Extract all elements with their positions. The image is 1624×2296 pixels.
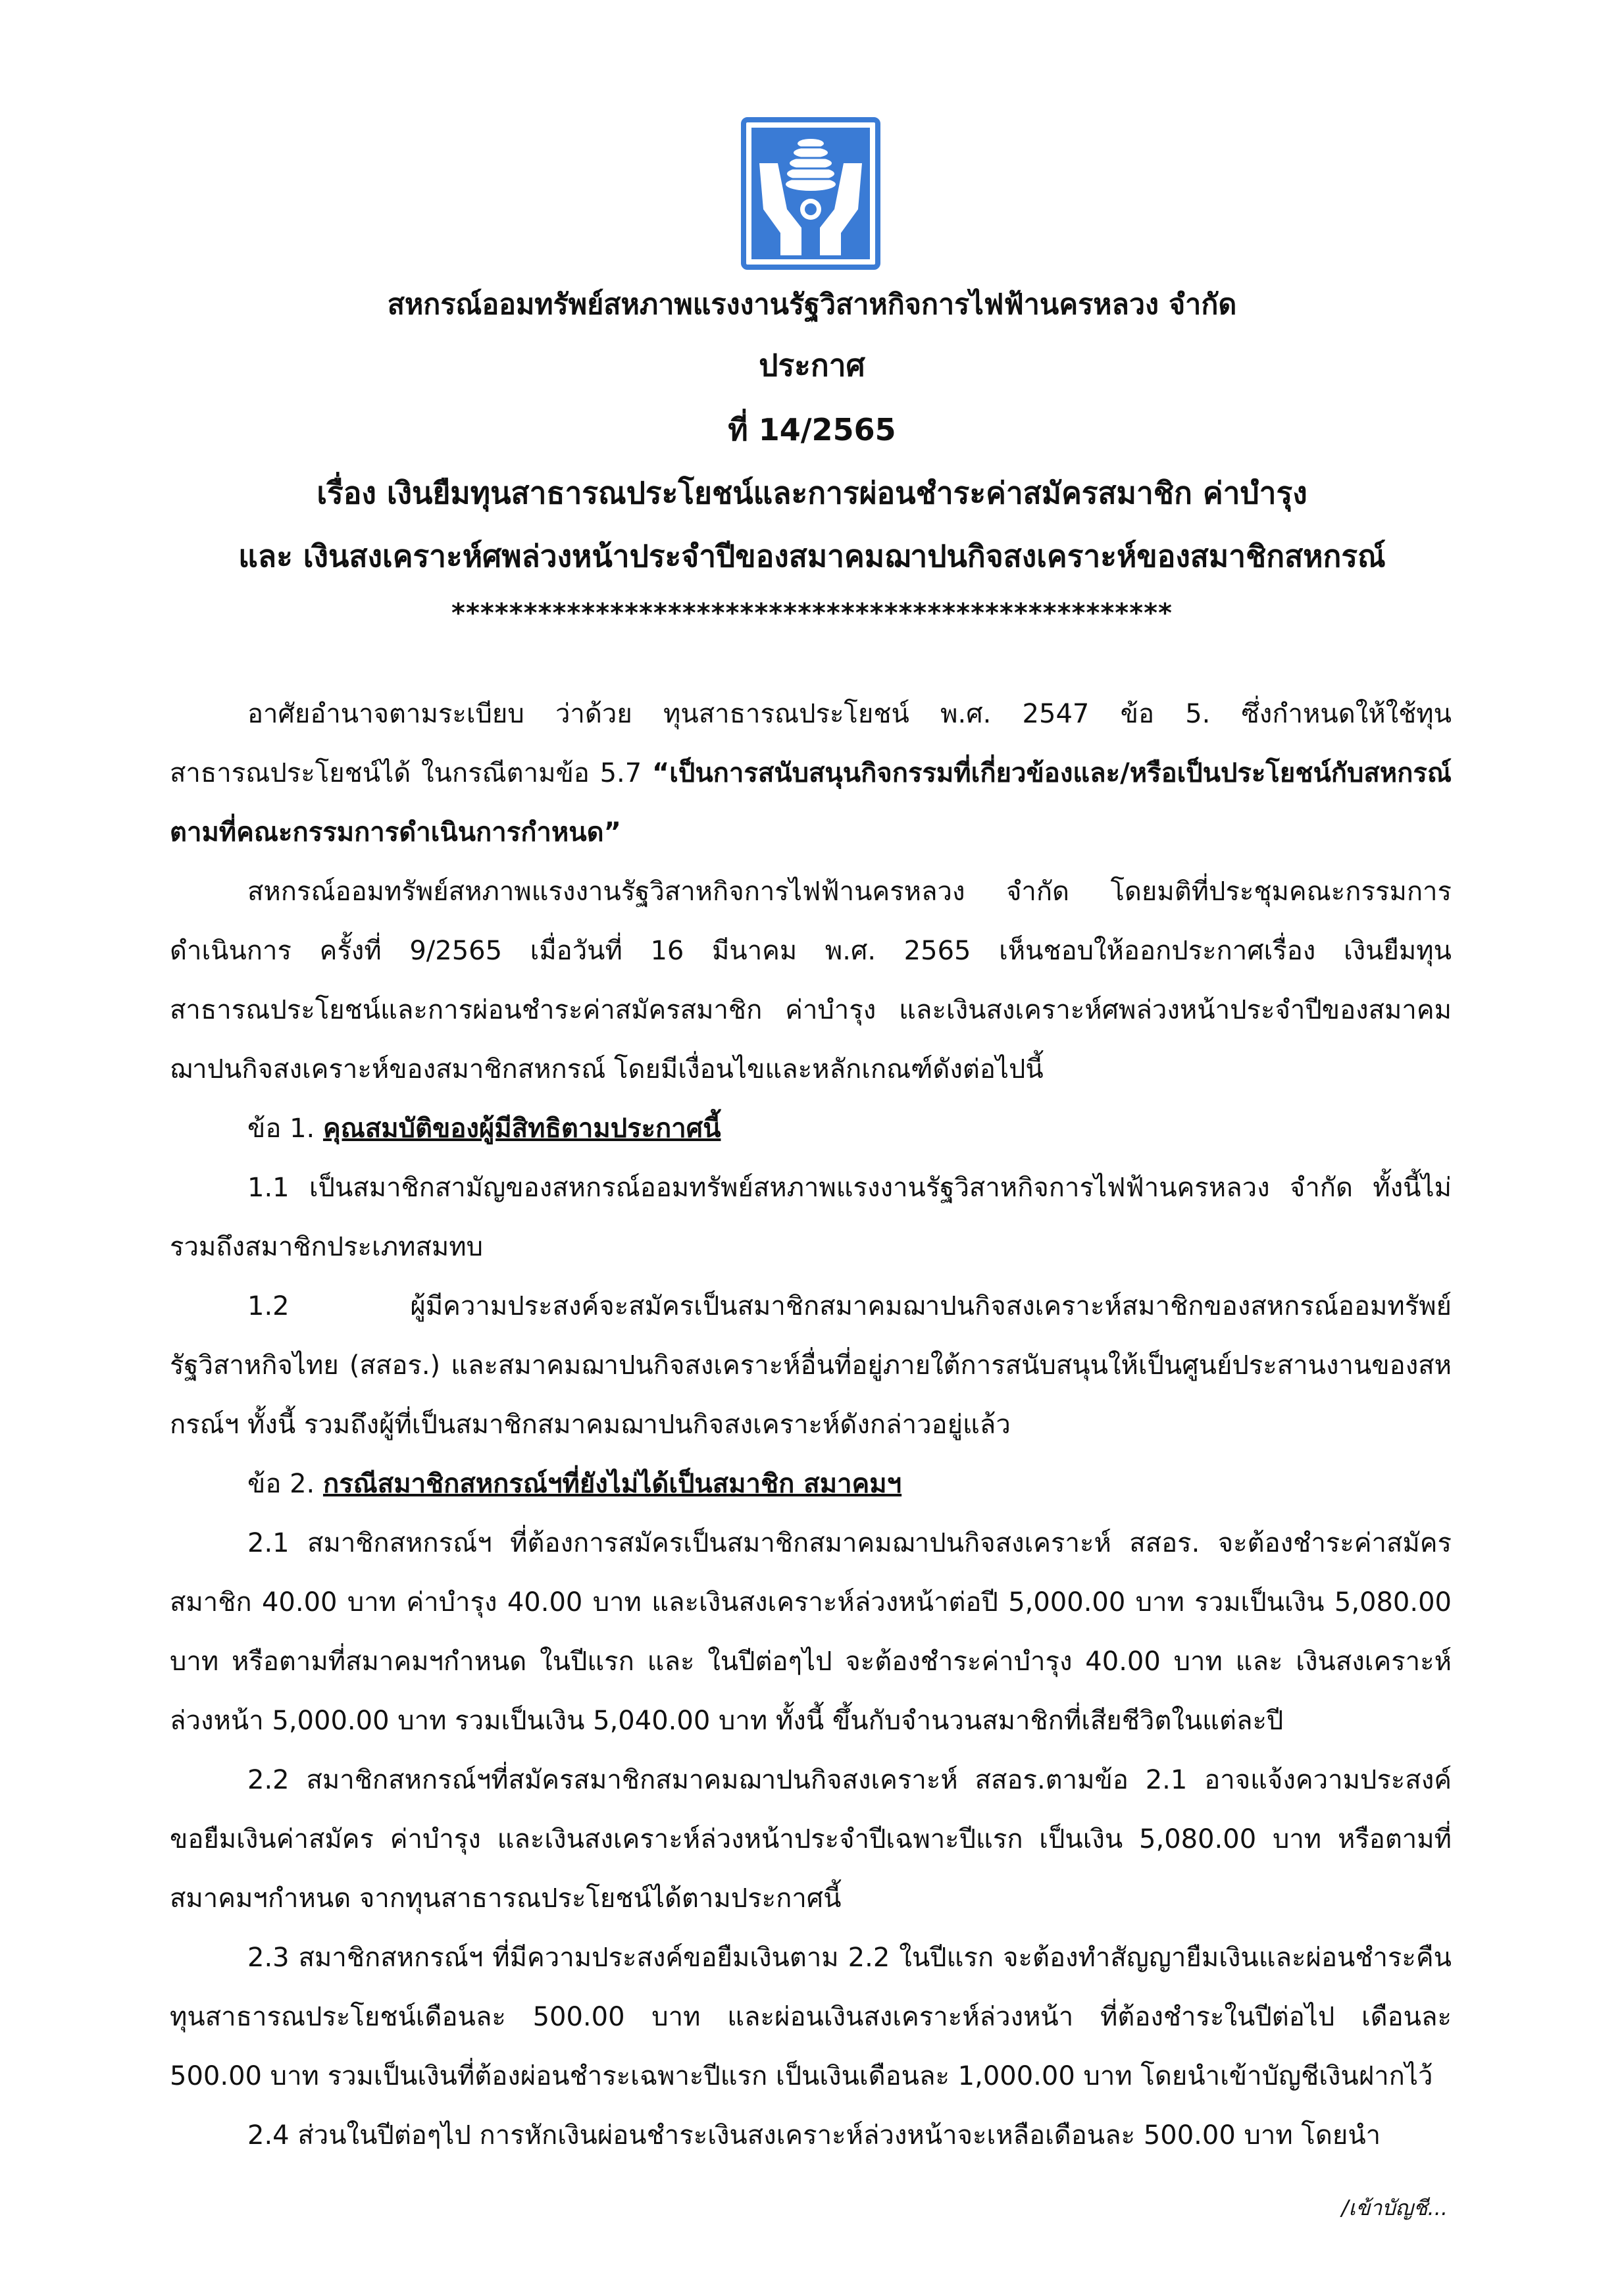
subject-line-1: เรื่อง เงินยืมทุนสาธารณประโยชน์และการผ่อนชำระค่าสมัครสมาชิก ค่าบำรุง [317,475,1307,511]
continuation-note: /เข้าบัญชี... [1341,2195,1448,2220]
clause-2-4: 2.4 ส่วนในปีต่อๆไป การหักเงินผ่อนชำระเงินสงเคราะห์ล่วงหน้าจะเหลือเดือนละ 500.00 บาท โดยนำ [247,2120,1381,2151]
clause-1-2: 1.2 ผู้มีความประสงค์จะสมัครเป็นสมาชิกสมาคมฌาปนกิจสงเคราะห์สมาชิกของสหกรณ์ออมทรัพย์รัฐวิสาหกิจไทย (สสอร.) และสมาคมฌาปนกิจสงเคราะห์อื่นที่อยู่ภายใต้การสนับสนุนให้เป็นศูนย์ประสานงานของสหกรณ์ฯ ทั้งนี้ รวมถึงผู้ที่เป็นสมาชิกสมาคมฌาปนกิจสงเคราะห์ดังกล่าวอยู่แล้ว [170,1291,1452,1440]
section-1-heading [170,1099,1452,1158]
section-1-title: คุณสมบัติของผู้มีสิทธิตามประกาศนี้ [322,1113,721,1144]
announcement-number: ที่ 14/2565 [728,412,896,447]
clause-1-1: 1.1 เป็นสมาชิกสามัญของสหกรณ์ออมทรัพย์สหภาพแรงงานรัฐวิสาหกิจการไฟฟ้านครหลวง จำกัด ทั้งนี้ไม่รวมถึงสมาชิกประเภทสมทบ [170,1173,1452,1262]
section-2-prefix: ข้อ 2. [247,1469,323,1499]
authority-text: อาศัยอำนาจตามระเบียบ ว่าด้วย ทุนสาธารณประโยชน์ พ.ศ. 2547 ข้อ 5. ซึ่งกำหนดให้ใช้ทุนสาธารณประโยชน์ได้ ในกรณีตามข้อ 5.7 [170,699,1452,788]
clause-2-2: 2.2 สมาชิกสหกรณ์ฯที่สมัครสมาชิกสมาคมฌาปนกิจสงเคราะห์ สสอร.ตามข้อ 2.1 อาจแจ้งความประสงค์ขอยืมเงินค่าสมัคร ค่าบำรุง และเงินสงเคราะห์ล่วงหน้าประจำปีเฉพาะปีแรก เป็นเงิน 5,080.00 บาท หรือตามที่สมาคมฯกำหนด จากทุนสาธารณประโยชน์ได้ตามประกาศนี้ [170,1765,1452,1914]
authority-quote: “เป็นการสนับสนุนกิจกรรมที่เกี่ยวข้องและ/หรือเป็นประโยชน์กับสหกรณ์ตามที่คณะกรรมการดำเนินการกำหนด” [170,758,1452,848]
organization-name: สหกรณ์ออมทรัพย์สหภาพแรงงานรัฐวิสาหกิจการไฟฟ้านครหลวง จำกัด [387,288,1237,321]
section-2-title: กรณีสมาชิกสหกรณ์ฯที่ยังไม่ได้เป็นสมาชิก สมาคมฯ [322,1469,902,1499]
document-body [170,684,1452,2165]
paragraph-authority [170,684,1452,862]
section-2-heading [170,1454,1452,1514]
clause-2-3: 2.3 สมาชิกสหกรณ์ฯ ที่มีความประสงค์ขอยืมเงินตาม 2.2 ในปีแรก จะต้องทำสัญญายืมเงินและผ่อนชำระคืนทุนสาธารณประโยชน์เดือนละ 500.00 บาท และผ่อนเงินสงเคราะห์ล่วงหน้า ที่ต้องชำระในปีต่อไป เดือนละ 500.00 บาท รวมเป็นเงินที่ต้องผ่อนชำระเฉพาะปีแรก เป็นเงินเดือนละ 1,000.00 บาท โดยนำเข้าบัญชีเงินฝากไว้ [170,1943,1452,2091]
paragraph-resolution: สหกรณ์ออมทรัพย์สหภาพแรงงานรัฐวิสาหกิจการไฟฟ้านครหลวง จำกัด โดยมติที่ประชุมคณะกรรมการดำเนินการ ครั้งที่ 9/2565 เมื่อวันที่ 16 มีนาคม พ.ศ. 2565 เห็นชอบให้ออกประกาศเรื่อง เงินยืมทุนสาธารณประโยชน์และการผ่อนชำระค่าสมัครสมาชิก ค่าบำรุง และเงินสงเคราะห์ศพล่วงหน้าประจำปีของสมาคมฌาปนกิจสงเคราะห์ของสมาชิกสหกรณ์ โดยมีเงื่อนไขและหลักเกณฑ์ดังต่อไปนี้ [170,877,1452,1084]
document-type: ประกาศ [759,347,865,383]
star-divider: ************************************************** [451,598,1173,628]
subject-line-2: และ เงินสงเคราะห์ศพล่วงหน้าประจำปีของสมาคมฌาปนกิจสงเคราะห์ของสมาชิกสหกรณ์ [238,538,1386,574]
clause-2-1: 2.1 สมาชิกสหกรณ์ฯ ที่ต้องการสมัครเป็นสมาชิกสมาคมฌาปนกิจสงเคราะห์ สสอร. จะต้องชำระค่าสมัครสมาชิก 40.00 บาท ค่าบำรุง 40.00 บาท และเงินสงเคราะห์ล่วงหน้าต่อปี 5,000.00 บาท รวมเป็นเงิน 5,080.00 บาท หรือตามที่สมาคมฯกำหนด ในปีแรก และ ในปีต่อๆไป จะต้องชำระค่าบำรุง 40.00 บาท และ เงินสงเคราะห์ล่วงหน้า 5,000.00 บาท รวมเป็นเงิน 5,040.00 บาท ทั้งนี้ ขึ้นกับจำนวนสมาชิกที่เสียชีวิตในแต่ละปี [170,1528,1452,1736]
cooperative-logo [741,117,880,270]
section-1-prefix: ข้อ 1. [247,1113,323,1144]
